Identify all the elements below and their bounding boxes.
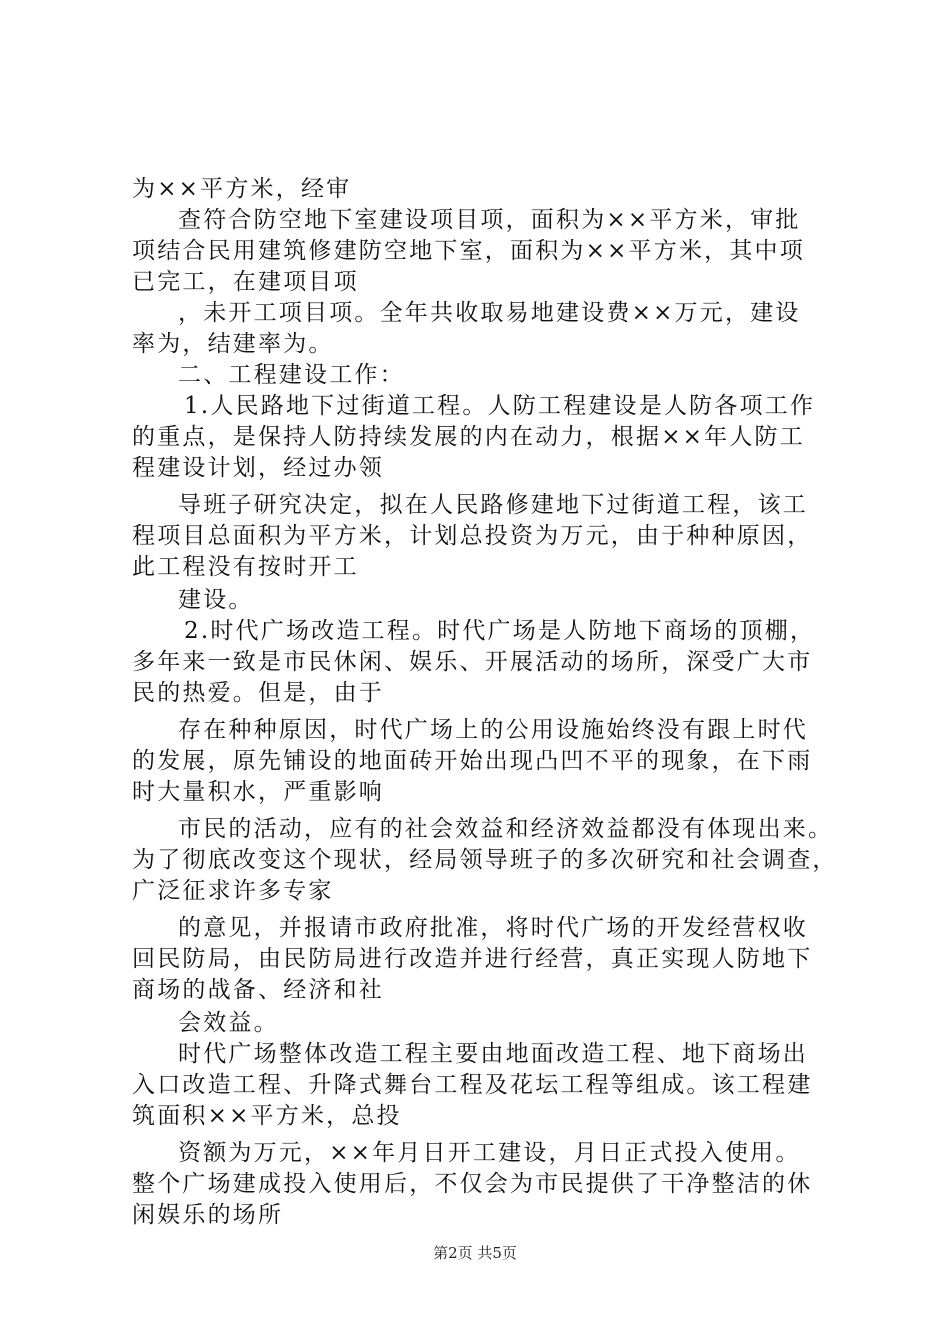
text-line: 时代广场整体改造工程主要由地面改造工程、地下商场出 (178, 1041, 808, 1067)
text-line: 已完工，在建项目项 (132, 269, 359, 295)
text-line: 此工程没有按时开工 (132, 554, 359, 580)
text-line: 程项目总面积为平方米，计划总投资为万元，由于种种原因， (132, 523, 813, 549)
text-line: 整个广场建成投入使用后，不仅会为市民提供了干净整洁的休 (132, 1171, 813, 1197)
text-line: 的发展，原先铺设的地面砖开始出现凸凹不平的现象，在下雨 (132, 748, 813, 774)
text-line: 时大量积水，严重影响 (132, 779, 384, 805)
text-line: 为了彻底改变这个现状，经局领导班子的多次研究和社会调查， (132, 847, 838, 873)
text-line: 闲娱乐的场所 (132, 1202, 284, 1228)
text-line: 筑面积××平方米，总投 (132, 1103, 402, 1129)
text-line: 入口改造工程、升降式舞台工程及花坛工程等组成。该工程建 (132, 1072, 813, 1098)
page-footer (0, 1243, 950, 1263)
text-line: 回民防局，由民防局进行改造并进行经营，真正实现人防地下 (132, 946, 813, 972)
text-line: 市民的活动，应有的社会效益和经济效益都没有体现出来。 (178, 816, 834, 842)
text-line: 程建设计划，经过办领 (132, 455, 384, 481)
text-line: 商场的战备、经济和社 (132, 977, 384, 1003)
text-line: 存在种种原因，时代广场上的公用设施始终没有跟上时代 (178, 717, 808, 743)
body-text (132, 174, 838, 1231)
text-line: 多年来一致是市民休闲、娱乐、开展活动的场所，深受广大市 (132, 649, 813, 675)
page-number: 第2页 共5页 (433, 1244, 517, 1262)
text-line: 导班子研究决定，拟在人民路修建地下过街道工程，该工 (178, 492, 808, 518)
text-line: 的意见，并报请市政府批准，将时代广场的开发经营权收 (178, 915, 808, 941)
text-line: 资额为万元，××年月日开工建设，月日正式投入使用。 (178, 1140, 801, 1166)
text-line: 项结合民用建筑修建防空地下室，面积为××平方米，其中项 (132, 238, 805, 264)
text-line: ，未开工项目项。全年共收取易地建设费××万元，建设 (178, 300, 801, 326)
text-line: 1.人民路地下过街道工程。人防工程建设是人防各项工作 (184, 393, 816, 419)
text-line: 为××平方米，经审 (132, 176, 352, 202)
text-line: 查符合防空地下室建设项目项，面积为××平方米，审批 (178, 207, 801, 233)
text-line: 会效益。 (178, 1010, 279, 1036)
text-line: 率为，结建率为。 (132, 331, 334, 357)
text-line: 民的热爱。但是，由于 (132, 680, 384, 706)
text-line: 广泛征求许多专家 (132, 878, 334, 904)
text-line: 建设。 (178, 587, 254, 613)
text-line: 的重点，是保持人防持续发展的内在动力，根据××年人防工 (132, 424, 805, 450)
section-heading: 二、工程建设工作： (178, 362, 405, 388)
text-line: 2.时代广场改造工程。时代广场是人防地下商场的顶棚， (184, 618, 816, 644)
